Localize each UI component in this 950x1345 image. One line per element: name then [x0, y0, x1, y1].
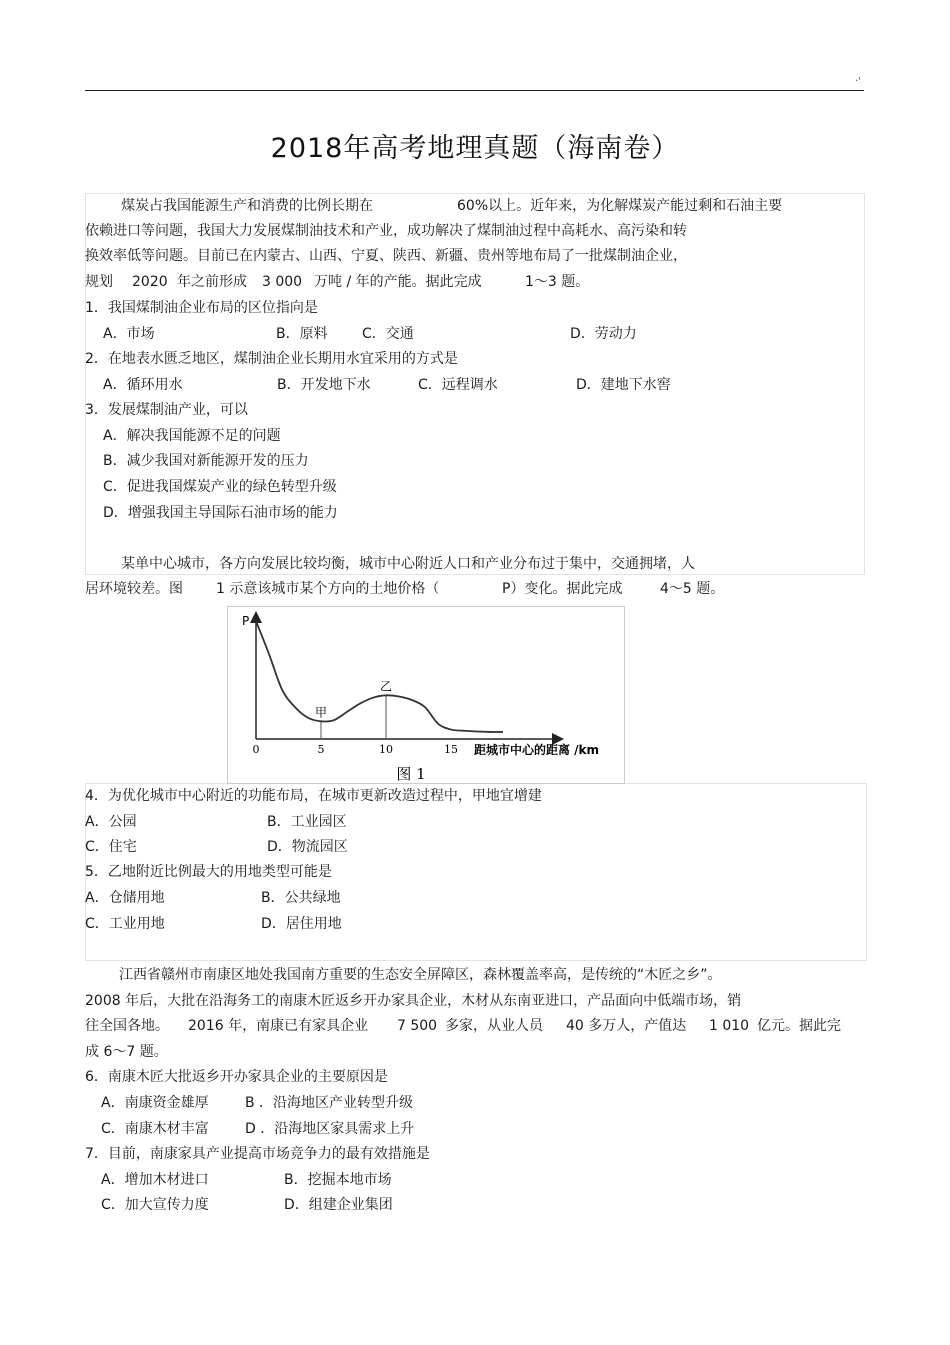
x-tick-label: 15 — [444, 743, 458, 756]
question-4-option-a: A．公园 — [85, 814, 137, 830]
question-2-stem: 2．在地表水匮乏地区，煤制油企业长期用水宜采用的方式是 — [85, 351, 458, 367]
question-3-stem: 3．发展煤制油产业，可以 — [85, 402, 248, 418]
question-7-option-b: B．挖掘本地市场 — [284, 1172, 392, 1188]
passage1-text: 煤炭占我国能源生产和消费的比例长期在 — [121, 198, 373, 214]
question-3-option-d: D．增强我国主导国际石油市场的能力 — [103, 505, 338, 521]
passage3-text: 成 6～7 题。 — [85, 1044, 168, 1060]
question-4-option-d: D．物流园区 — [267, 839, 348, 855]
question-2-option-b: B．开发地下水 — [277, 377, 371, 393]
passage1-text: 2020 — [132, 274, 168, 290]
passage2-text: 某单中心城市，各方向发展比较均衡，城市中心附近人口和产业分布过于集中，交通拥堵，人 — [121, 556, 695, 572]
question-7-option-c: C．加大宣传力度 — [101, 1197, 209, 1213]
passage3-text: 往全国各地。 — [85, 1018, 169, 1034]
passage3-text: 江西省赣州市南康区地处我国南方重要的生态安全屏障区，森林覆盖率高，是传统的“木匠之乡”。 — [119, 967, 722, 983]
question-2-option-d: D．建地下水窖 — [576, 377, 671, 393]
passage2-text: P）变化。据此完成 — [502, 581, 623, 597]
question-7-option-d: D．组建企业集团 — [284, 1197, 393, 1213]
question-1-option-d: D．劳动力 — [570, 326, 637, 342]
question-5-option-a: A．仓储用地 — [85, 890, 165, 906]
question-3-option-c: C．促进我国煤炭产业的绿色转型升级 — [103, 479, 337, 495]
x-axis-label: 距城市中心的距离 /km — [474, 743, 600, 757]
figure-caption: 图 1 — [396, 765, 426, 783]
question-6-option-d: D ．沿海地区家具需求上升 — [245, 1121, 415, 1137]
page-title: 2018年高考地理真题（海南卷） — [270, 133, 680, 164]
passage2-text: 居环境较差。图 — [85, 581, 183, 597]
annotation-label: 乙 — [379, 679, 393, 694]
question-1-option-b: B．原料 — [276, 326, 328, 342]
passage3-text: 亿元。据此完 — [757, 1018, 841, 1034]
question-5-stem: 5．乙地附近比例最大的用地类型可能是 — [85, 864, 332, 880]
passage3-text: 40 多万人，产值达 — [566, 1018, 687, 1034]
passage1-text: 依赖进口等问题，我国大力发展煤制油技术和产业，成功解决了煤制油过程中高耗水、高污染和转 — [85, 223, 687, 239]
figure-1 — [227, 606, 625, 784]
passage3-text: 多家，从业人员 — [445, 1018, 543, 1034]
question-3-option-a: A．解决我国能源不足的问题 — [103, 428, 281, 444]
question-5-option-d: D．居住用地 — [261, 916, 342, 932]
header-rule — [85, 90, 864, 91]
question-2-option-a: A．循环用水 — [103, 377, 183, 393]
passage1-text: 换效率低等问题。目前已在内蒙古、山西、宁夏、陕西、新疆、贵州等地布局了一批煤制油企业， — [85, 248, 687, 264]
question-3-option-b: B．减少我国对新能源开发的压力 — [103, 453, 309, 469]
question-6-option-a: A．南康资金雄厚 — [101, 1095, 209, 1111]
question-7-stem: 7．目前，南康家具产业提高市场竞争力的最有效措施是 — [85, 1146, 430, 1162]
passage3-text: 7 500 — [397, 1018, 438, 1034]
question-1-option-c: C．交通 — [362, 326, 414, 342]
question-7-option-a: A．增加木材进口 — [101, 1172, 209, 1188]
passage1-text: 3 000 — [262, 274, 303, 290]
land-price-chart — [228, 607, 624, 783]
passage1-text: 年之前形成 — [177, 274, 247, 290]
passage3-text: 1 010 — [709, 1018, 750, 1034]
x-tick-label: 0 — [252, 743, 260, 756]
question-1-option-a: A．市场 — [103, 326, 155, 342]
question-4-option-b: B．工业园区 — [267, 814, 347, 830]
question-1-stem: 1．我国煤制油企业布局的区位指向是 — [85, 300, 318, 316]
passage1-text: 万吨 / 年的产能。据此完成 — [314, 274, 482, 290]
series-line — [256, 621, 503, 732]
corner-mark: ·' — [855, 76, 861, 87]
question-4-stem: 4．为优化城市中心附近的功能布局，在城市更新改造过程中，甲地宜增建 — [85, 788, 542, 804]
passage3-text: 2016 年，南康已有家具企业 — [188, 1018, 369, 1034]
passage1-text: 60%以上。近年来，为化解煤炭产能过剩和石油主要 — [457, 198, 783, 214]
passage2-text: 1 示意该城市某个方向的土地价格（ — [216, 581, 440, 597]
passage1-text: 1～3 题。 — [525, 274, 590, 290]
passage3-text: 2008 年后，大批在沿海务工的南康木匠返乡开办家具企业，木材从东南亚进口，产品面向中低端市场，销 — [85, 993, 742, 1009]
question-6-option-c: C．南康木材丰富 — [101, 1121, 209, 1137]
question-4-option-c: C．住宅 — [85, 839, 137, 855]
annotation-label: 甲 — [314, 705, 328, 720]
x-tick-label: 10 — [379, 743, 393, 756]
question-2-option-c: C．远程调水 — [418, 377, 498, 393]
question-5-option-c: C．工业用地 — [85, 916, 165, 932]
passage1-text: 规划 — [85, 274, 113, 290]
question-6-stem: 6．南康木匠大批返乡开办家具企业的主要原因是 — [85, 1069, 388, 1085]
question-6-option-b: B ．沿海地区产业转型升级 — [245, 1095, 414, 1111]
passage2-text: 4～5 题。 — [660, 581, 725, 597]
y-axis-label: P — [242, 614, 250, 628]
x-tick-label: 5 — [317, 743, 325, 756]
question-5-option-b: B．公共绿地 — [261, 890, 341, 906]
